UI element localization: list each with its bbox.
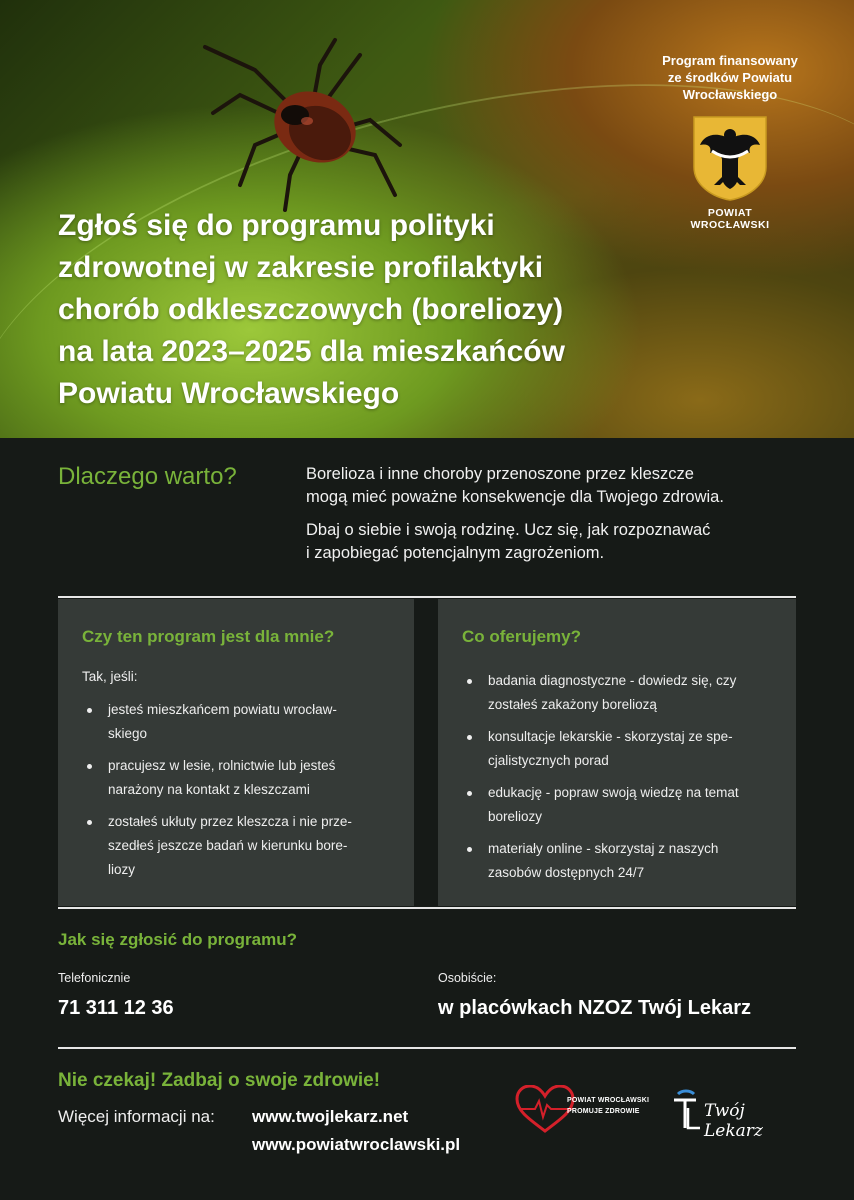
eligibility-title: Czy ten program jest dla mnie? — [82, 627, 335, 646]
powiat-logo-text: POWIAT WROCŁAWSKI PROMUJE ZDROWIE — [567, 1097, 650, 1115]
sponsor-text: Program finansowany ze środków Powiatu Wrocławskiego — [662, 53, 798, 102]
eligibility-list — [82, 698, 390, 882]
tl-monogram-icon — [668, 1088, 704, 1134]
website-link-powiat[interactable]: www.powiatwroclawski.pl — [252, 1135, 461, 1154]
personal-value: w placówkach NZOZ Twój Lekarz — [438, 997, 752, 1019]
eligibility-intro: Tak, jeśli: — [82, 669, 138, 684]
crest-caption: POWIAT WROCŁAWSKI — [690, 207, 770, 231]
more-info-label: Więcej informacji na: — [58, 1107, 215, 1126]
personal-label: Osobiście: — [438, 971, 497, 985]
why-heading: Dlaczego warto? — [58, 463, 237, 490]
tick-photo-icon — [195, 35, 425, 220]
twoj-lekarz-logo-text: Twój Lekarz — [704, 1101, 763, 1141]
divider — [58, 596, 796, 598]
list-item: badania diagnostyczne - dowiedz się, czy zostałeś zakażony boreliozą — [462, 669, 772, 717]
offer-title: Co oferujemy? — [462, 627, 582, 646]
powiat-promotes-health-logo — [515, 1085, 650, 1135]
divider — [58, 1047, 796, 1049]
list-item: edukację - popraw swoją wiedzę na temat boreliozy — [462, 781, 772, 829]
contact-heading: Jak się zgłosić do programu? — [58, 930, 298, 949]
twoj-lekarz-logo — [668, 1088, 798, 1141]
page-title: Zgłoś się do programu polityki zdrowotnej w zakresie profilaktyki chorób odkleszczowych (boreliozy) na lata 2023–2025 dla mieszkańców Powiatu Wrocławskiego — [58, 209, 565, 410]
call-to-action: Nie czekaj! Zadbaj o swoje zdrowie! — [58, 1070, 381, 1091]
phone-number-link[interactable]: 71 311 12 36 — [58, 997, 174, 1019]
website-link-twojlekarz[interactable]: www.twojlekarz.net — [252, 1107, 409, 1126]
list-item: konsultacje lekarskie - skorzystaj ze spe- cjalistycznych porad — [462, 725, 772, 773]
list-item: zostałeś ukłuty przez kleszcza i nie prze- szedłeś jeszcze badań w kierunku bore- liozy — [82, 810, 390, 882]
eagle-crest-icon — [692, 115, 768, 201]
offer-list — [462, 669, 772, 885]
hero-banner — [0, 0, 854, 438]
list-item: jesteś mieszkańcem powiatu wrocław- skiego — [82, 698, 390, 746]
divider — [58, 907, 796, 909]
eligibility-panel — [58, 599, 414, 906]
offer-panel — [438, 599, 796, 906]
why-paragraph: Borelioza i inne choroby przenoszone przez kleszcze mogą mieć poważne konsekwencje dla Twojego zdrowia. — [306, 465, 724, 506]
why-paragraph: Dbaj o siebie i swoją rodzinę. Ucz się, jak rozpoznawać i zapobiegać potencjalnym zagrożeniom. — [306, 521, 711, 562]
phone-label: Telefonicznie — [58, 971, 131, 985]
list-item: pracujesz w lesie, rolnictwie lub jesteś narażony na kontakt z kleszczami — [82, 754, 390, 802]
why-body — [306, 463, 806, 575]
list-item: materiały online - skorzystaj z naszych zasobów dostępnych 24/7 — [462, 837, 772, 885]
heart-ecg-icon — [515, 1085, 575, 1135]
